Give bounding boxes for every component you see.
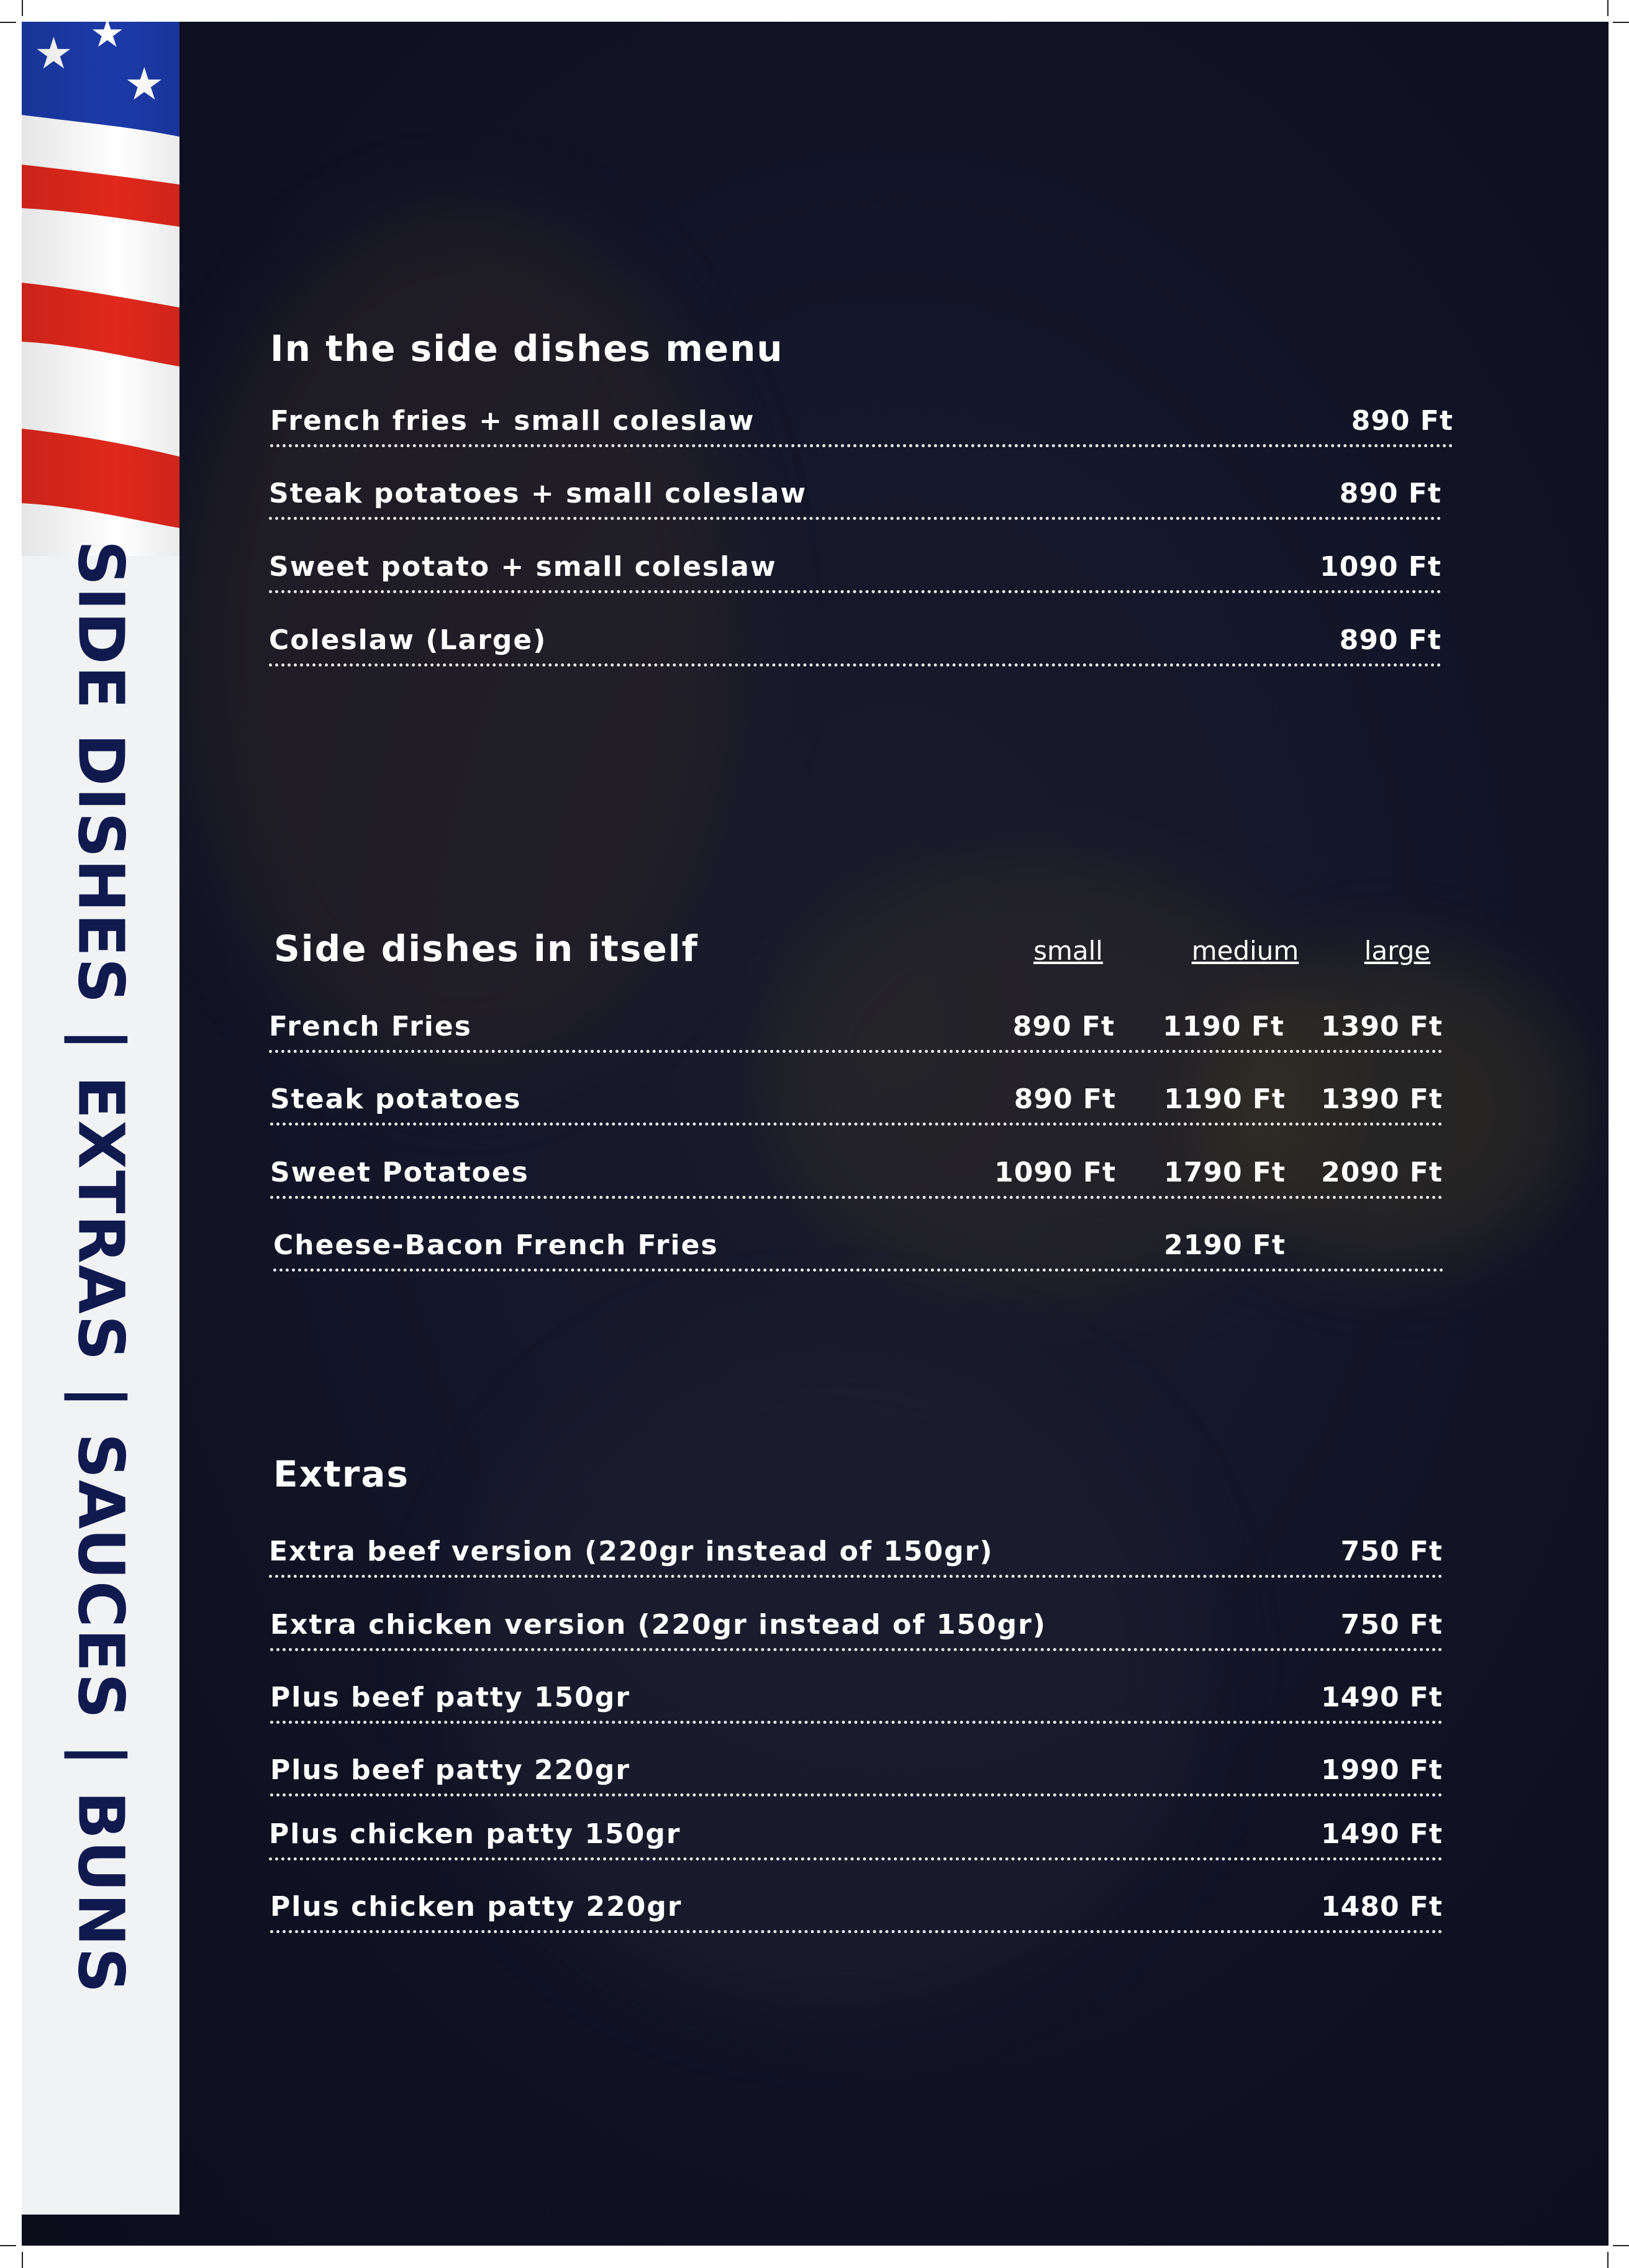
side-item-price-small: 890 Ft <box>1014 1083 1116 1115</box>
extra-item-price: 1490 Ft <box>1321 1682 1443 1713</box>
crop-mark <box>22 0 23 16</box>
column-header-large: large <box>1364 936 1431 966</box>
menu-item-name: Sweet potato + small coleslaw <box>269 551 777 583</box>
american-flag-icon <box>22 22 179 556</box>
side-item-price-large: 1390 Ft <box>1321 1011 1443 1042</box>
column-header-small: small <box>1033 936 1103 966</box>
extra-item-name: Extra chicken version (220gr instead of 150gr) <box>270 1609 1046 1641</box>
extra-item-row <box>270 1677 1443 1724</box>
extra-item-name: Plus chicken patty 220gr <box>270 1891 683 1923</box>
side-item-row <box>270 1079 1443 1126</box>
extra-item-row <box>270 1887 1443 1933</box>
extra-item-name: Extra beef version (220gr instead of 150gr) <box>269 1536 994 1567</box>
menu-item-row <box>270 401 1453 447</box>
column-header-medium: medium <box>1191 936 1299 966</box>
menu-item-price: 890 Ft <box>1339 478 1441 509</box>
side-item-name: Sweet Potatoes <box>270 1157 529 1188</box>
crop-mark <box>1607 0 1609 16</box>
menu-item-row <box>269 473 1441 520</box>
extra-item-name: Plus beef patty 220gr <box>270 1754 631 1786</box>
side-item-price-small: 890 Ft <box>1012 1011 1115 1042</box>
crop-mark <box>22 2252 23 2268</box>
section-heading-sides: Side dishes in itself <box>274 927 699 970</box>
menu-item-row <box>269 547 1441 593</box>
extra-item-price: 750 Ft <box>1340 1536 1443 1567</box>
side-item-price-medium: 2190 Ft <box>1164 1229 1286 1261</box>
side-item-price-small: 1090 Ft <box>994 1157 1116 1188</box>
extra-item-row <box>269 1814 1443 1860</box>
crop-mark <box>1613 22 1629 23</box>
menu-item-price: 890 Ft <box>1339 624 1441 656</box>
sidebar-title: SIDE DISHES | EXTRAS | SAUCES | BUNS <box>63 540 138 1995</box>
menu-item-price: 1090 Ft <box>1320 551 1441 583</box>
side-item-row <box>270 1152 1443 1199</box>
extra-item-name: Plus beef patty 150gr <box>270 1682 631 1713</box>
side-item-price-medium: 1790 Ft <box>1164 1157 1286 1188</box>
extra-item-row <box>270 1750 1443 1797</box>
section-heading-extras: Extras <box>273 1453 410 1495</box>
side-item-price-large: 1390 Ft <box>1321 1083 1443 1115</box>
side-item-row <box>273 1225 1444 1272</box>
extra-item-name: Plus chicken patty 150gr <box>269 1818 681 1850</box>
crop-mark <box>1613 2245 1629 2246</box>
side-item-row <box>269 1006 1443 1053</box>
extra-item-price: 1480 Ft <box>1321 1891 1443 1923</box>
menu-item-name: French fries + small coleslaw <box>270 405 755 437</box>
extra-item-price: 1990 Ft <box>1321 1754 1443 1786</box>
menu-item-name: Steak potatoes + small coleslaw <box>269 478 807 509</box>
extra-item-row <box>270 1605 1443 1651</box>
side-item-price-medium: 1190 Ft <box>1163 1011 1284 1042</box>
menu-item-name: Coleslaw (Large) <box>269 624 547 656</box>
side-item-name: Cheese-Bacon French Fries <box>273 1229 719 1261</box>
extra-item-price: 1490 Ft <box>1321 1818 1443 1850</box>
menu-item-row <box>269 620 1441 667</box>
crop-mark <box>1607 2252 1609 2268</box>
menu-item-price: 890 Ft <box>1351 405 1453 437</box>
side-item-name: French Fries <box>269 1011 472 1042</box>
crop-mark <box>0 22 16 23</box>
extra-item-price: 750 Ft <box>1340 1609 1443 1641</box>
crop-mark <box>0 2245 16 2246</box>
section-heading-menu: In the side dishes menu <box>270 327 784 370</box>
menu-page <box>22 22 1609 2246</box>
side-item-price-medium: 1190 Ft <box>1164 1083 1286 1115</box>
side-item-price-large: 2090 Ft <box>1321 1157 1443 1188</box>
side-item-name: Steak potatoes <box>270 1083 522 1115</box>
sidebar-band <box>22 22 179 2215</box>
extra-item-row <box>269 1531 1443 1578</box>
